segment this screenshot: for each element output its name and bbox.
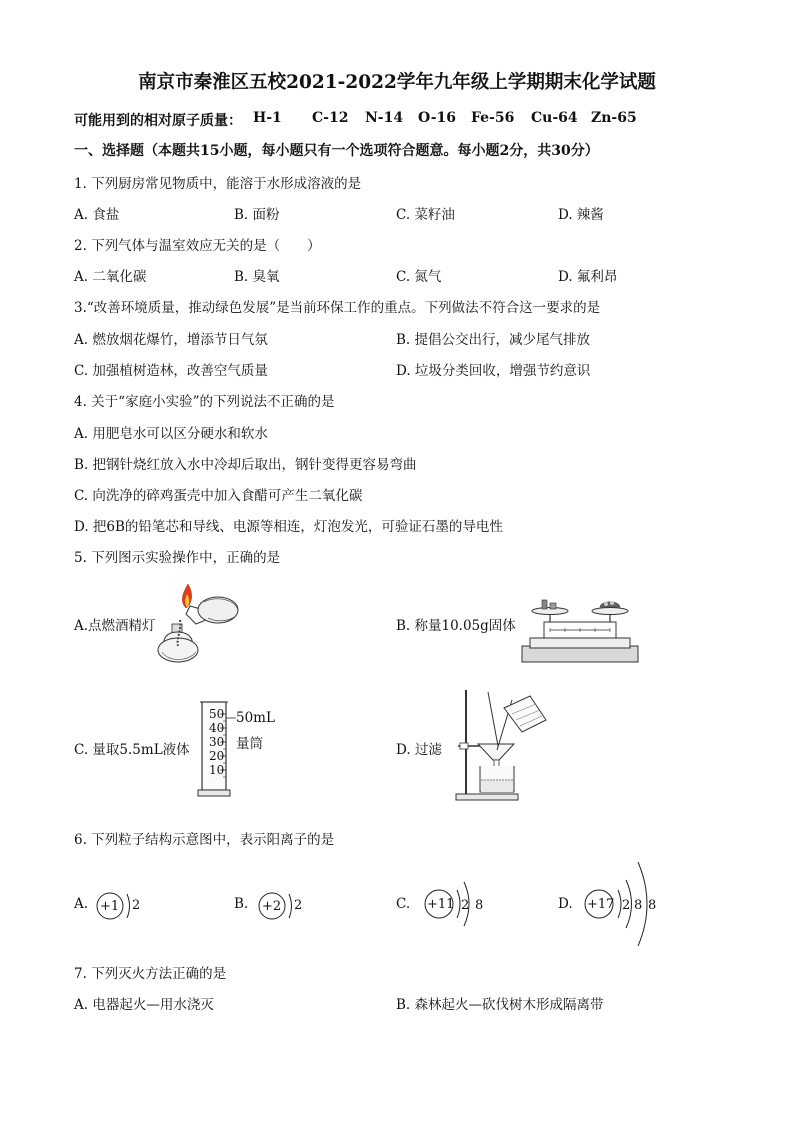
q4-option-c: C. 向洗净的碎鸡蛋壳中加入食醋可产生二氧化碳: [74, 488, 363, 504]
q1-option-a: A. 食盐: [74, 207, 120, 223]
cylinder-tick-20: 20: [209, 749, 225, 763]
q2-option-b: B. 臭氧: [234, 269, 280, 285]
atom-a-nucleus: +1: [100, 899, 120, 914]
atomic-mass-label: 可能用到的相对原子质量：: [74, 113, 242, 129]
cylinder-capacity-label: 50mL: [236, 710, 275, 726]
q6-option-d-letter: D.: [558, 896, 573, 912]
q7-option-b: B. 森林起火—砍伐树木形成隔离带: [396, 997, 604, 1013]
page-title: 南京市秦淮区五校2021-2022学年九年级上学期期末化学试题: [138, 72, 656, 93]
atom-b-nucleus: +2: [262, 899, 282, 914]
atomic-mass-n: N-14: [365, 110, 404, 126]
q1-option-b: B. 面粉: [234, 207, 280, 223]
q5-option-b: B. 称量10.05g固体: [396, 618, 516, 634]
atom-c-shell-2: 8: [475, 898, 484, 913]
section-header: 一、选择题（本题共15小题，每小题只有一个选项符合题意。每小题2分，共30分）: [74, 143, 599, 159]
cylinder-name-label: 量筒: [236, 736, 263, 752]
q1-option-c: C. 菜籽油: [396, 207, 455, 223]
q4-option-a: A. 用肥皂水可以区分硬水和软水: [74, 426, 268, 442]
q3-option-d: D. 垃圾分类回收，增强节约意识: [396, 363, 591, 379]
q6-option-c-letter: C.: [396, 896, 411, 912]
atom-d-shell-2: 8: [634, 898, 643, 913]
q6-option-b-letter: B.: [234, 896, 249, 912]
q3-option-a: A. 燃放烟花爆竹，增添节日气氛: [74, 332, 268, 348]
atomic-mass-o: O-16: [418, 110, 457, 126]
q4-option-d: D. 把6B的铅笔芯和导线、电源等相连，灯泡发光，可验证石墨的导电性: [74, 519, 503, 535]
cylinder-tick-40: 40: [209, 721, 225, 735]
question-7-stem: 7. 下列灭火方法正确的是: [74, 966, 227, 982]
q6-option-a-letter: A.: [74, 896, 89, 912]
q5-option-c: C. 量取5.5mL液体: [74, 742, 190, 758]
q3-option-c: C. 加强植树造林，改善空气质量: [74, 363, 268, 379]
question-3-stem: 3.“改善环境质量，推动绿色发展”是当前环保工作的重点。下列做法不符合这一要求的是: [74, 300, 601, 316]
q5-option-d: D. 过滤: [396, 742, 442, 758]
q2-option-c: C. 氮气: [396, 269, 442, 285]
balance-scale-image: [520, 594, 640, 666]
atomic-mass-zn: Zn-65: [591, 110, 637, 126]
atom-d-shell-1: 2: [622, 898, 631, 913]
atomic-mass-cu: Cu-64: [531, 110, 578, 126]
atomic-mass-c: C-12: [312, 110, 349, 126]
atom-c-shell-1: 2: [461, 898, 470, 913]
q4-option-b: B. 把钢针烧红放入水中冷却后取出，钢针变得更容易弯曲: [74, 457, 417, 473]
question-4-stem: 4. 关于“家庭小实验”的下列说法不正确的是: [74, 394, 335, 410]
alcohol-lamp-image: [156, 580, 244, 670]
cylinder-tick-30: 30: [209, 735, 225, 749]
atom-c-nucleus: +11: [427, 897, 455, 912]
q1-option-d: D. 辣酱: [558, 207, 604, 223]
q7-option-a: A. 电器起火—用水浇灭: [74, 997, 214, 1013]
atom-a-shell-1: 2: [132, 898, 141, 913]
q5-option-a: A.点燃酒精灯: [74, 618, 156, 634]
atomic-mass-fe: Fe-56: [471, 110, 515, 126]
atom-b-shell-1: 2: [294, 898, 303, 913]
question-5-stem: 5. 下列图示实验操作中，正确的是: [74, 550, 281, 566]
atom-d-nucleus: +17: [587, 897, 615, 912]
cylinder-tick-50: 50: [209, 707, 225, 721]
question-6-stem: 6. 下列粒子结构示意图中，表示阳离子的是: [74, 832, 335, 848]
filtration-apparatus-image: [452, 688, 552, 806]
q2-option-d: D. 氟利昂: [558, 269, 618, 285]
q2-option-a: A. 二氧化碳: [74, 269, 147, 285]
atomic-mass-h: H-1: [253, 110, 282, 126]
q3-option-b: B. 提倡公交出行，减少尾气排放: [396, 332, 591, 348]
atom-d-shell-3: 8: [648, 898, 657, 913]
question-1-stem: 1. 下列厨房常见物质中，能溶于水形成溶液的是: [74, 176, 362, 192]
cylinder-tick-10: 10: [209, 763, 225, 777]
question-2-stem: 2. 下列气体与温室效应无关的是（ ）: [74, 238, 321, 254]
